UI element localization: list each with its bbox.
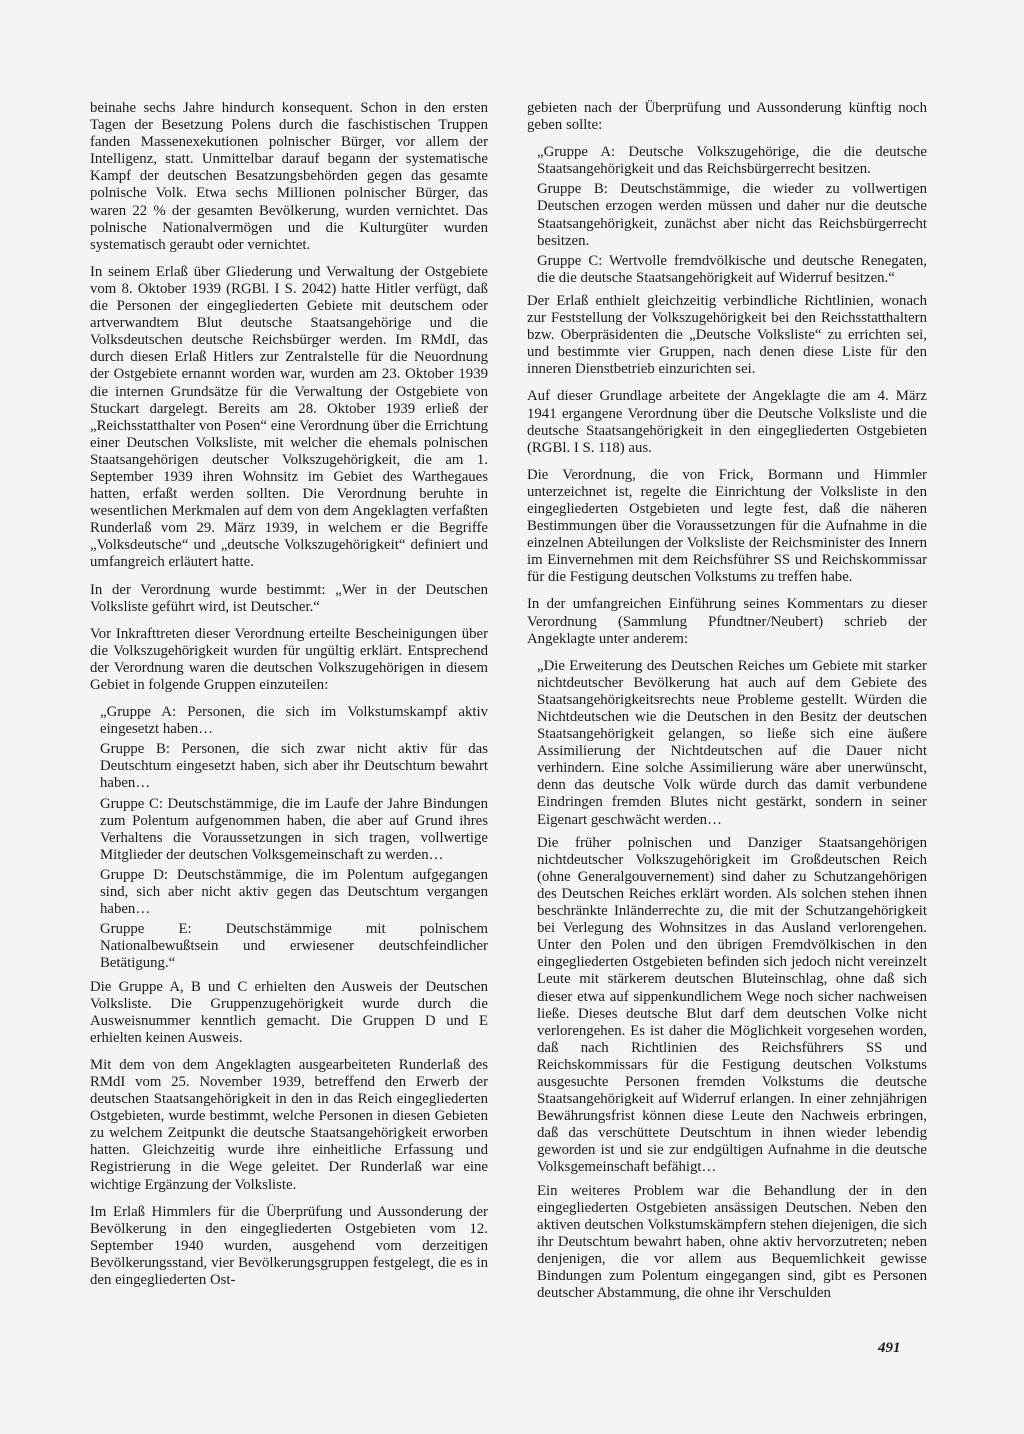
paragraph: Auf dieser Grundlage arbeitete der Angeklagte die am 4. März 1941 ergangene Verordnung über die Deutsche Volksliste und die deutsche Staatsangehörigkeit in den eingegliederten Ostgebieten (RGBl. I S. 118) aus. <box>527 388 927 456</box>
quote-item: Ein weiteres Problem war die Behandlung der in den eingegliederten Ostgebieten ansässigen Deutschen. Neben den aktiven deutschen Volkstumskämpfern stehen diejenigen, die sich ihr Deutschtum bewahrt haben, ohne aktiv hervorzutreten; neben denjenigen, die vor allem aus Bequemlichkeit gewisse Bindungen zum Polentum eingegangen sind, gibt es Personen deutscher Abstammung, die ohne ihr Verschulden <box>537 1182 927 1302</box>
paragraph: In der Verordnung wurde bestimmt: „Wer in der Deutschen Volksliste geführt wird, ist Deutscher.“ <box>90 581 488 615</box>
paragraph: Die Gruppe A, B und C erhielten den Ausweis der Deutschen Volksliste. Die Gruppenzugehörigkeit wurde durch die Ausweisnummer kenntlich gemacht. Die Gruppen D und E erhielten keinen Ausweis. <box>90 978 488 1046</box>
paragraph: gebieten nach der Überprüfung und Aussonderung künftig noch geben sollte: <box>527 100 927 134</box>
paragraph: Mit dem von dem Angeklagten ausgearbeiteten Runderlaß des RMdI vom 25. November 1939, betreffend den Erwerb der deutschen Staatsangehörigkeit in den in das Reich eingegliederten Ostgebieten, wurde bestimmt, welche Personen in diesen Gebieten zu welchem Zeitpunkt die deutsche Staatsangehörigkeit erworben hatten. Gleichzeitig wurde ihre einheitliche Erfassung und Registrierung in die Wege geleitet. Der Runderlaß war eine wichtige Ergänzung der Volksliste. <box>90 1056 488 1193</box>
group-list-quote <box>90 704 488 972</box>
quote-item: Gruppe D: Deutschstämmige, die im Polentum aufgegangen sind, sich aber nicht aktiv gegen das Deutschtum vergangen haben… <box>100 866 488 918</box>
paragraph: Vor Inkrafttreten dieser Verordnung erteilte Bescheinigungen über die Volkszugehörigkeit wurden für ungültig erklärt. Entsprechend der Verordnung waren die deutschen Volkszugehörigen in diesem Gebiet in folgende Gruppen einzuteilen: <box>90 625 488 693</box>
commentary-quote <box>527 658 927 1302</box>
paragraph: Die Verordnung, die von Frick, Bormann und Himmler unterzeichnet ist, regelte die Einrichtung der Volksliste in den eingegliederten Ostgebieten und legte fest, daß die näheren Bestimmungen über die Voraussetzungen für die Aufnahme in die einzelnen Abteilungen der Volksliste der Reichsminister des Innern im Einvernehmen mit dem Reichsführer SS und Reichskommissar für die Festigung deutschen Volkstums zu treffen habe. <box>527 466 927 586</box>
quote-item: Gruppe C: Wertvolle fremdvölkische und deutsche Renegaten, die die deutsche Staatsangehörigkeit auf Widerruf besitzen.“ <box>537 252 927 286</box>
quote-item: Gruppe C: Deutschstämmige, die im Laufe der Jahre Bindungen zum Polentum aufgenommen haben, die aber auf Grund ihres Verhaltens die Voraussetzungen in sich tragen, vollwertige Mitglieder der deutschen Volksgemeinschaft zu werden… <box>100 795 488 863</box>
quote-item: „Gruppe A: Deutsche Volkszugehörige, die die deutsche Staatsangehörigkeit und das Reichsbürgerrecht besitzen. <box>537 144 927 178</box>
page-number: 491 <box>878 1340 901 1356</box>
right-column <box>527 100 927 1308</box>
quote-item: Gruppe E: Deutschstämmige mit polnischem Nationalbewußtsein und erwiesener deutschfeindlicher Betätigung.“ <box>100 921 488 972</box>
paragraph: In seinem Erlaß über Gliederung und Verwaltung der Ostgebiete vom 8. Oktober 1939 (RGBl. I S. 2042) hatte Hitler verfügt, daß die Personen der eingegliederten Gebiete mit deutschem oder artverwandtem Blut deutsche Staatsangehörige und die Volksdeutschen deutsche Reichsbürger werden. Im RMdI, das durch diesen Erlaß Hitlers zur Zentralstelle für die Neuordnung der Ostgebiete ernannt worden war, wurden am 23. Oktober 1939 die internen Grundsätze für die Verwaltung der Ostgebiete von Stuckart dargelegt. Bereits am 28. Oktober 1939 erließ der „Reichsstatthalter von Posen“ eine Verordnung über die Errichtung einer Deutschen Volksliste, mit welcher die ehemals polnischen Staatsangehörigen deutscher Volkszugehörigkeit, die am 1. September 1939 ihren Wohnsitz im Gebiet des Warthegaues hatten, erfaßt werden sollten. Die Verordnung beruhte in wesentlichen Merkmalen auf dem von dem Angeklagten verfaßten Runderlaß vom 29. März 1939, in welchem er die Begriffe „Volksdeutsche“ und „deutsche Volkszugehörigkeit“ definiert und umfangreich erläutert hatte. <box>90 263 488 571</box>
quote-item: Die früher polnischen und Danziger Staatsangehörigen nichtdeutscher Volkszugehörigkeit im Großdeutschen Reich (ohne Generalgouvernement) sind daher zu Schutzangehörigen des Deutschen Reiches erklärt worden. Als solchen stehen ihnen beschränkte Inländerrechte zu, die mit der Schutzangehörigkeit bei Verlegung des Wohnsitzes in das Ausland verlorengehen. Unter den Polen und den übrigen Fremdvölkischen in den eingegliederten Ostgebieten befinden sich jedoch nicht vereinzelt Leute mit stärkerem deutschen Bluteinschlag, ohne daß sich dieser etwa auf sippenkundlichem Wege noch sicher nachweisen ließe. Dieses deutsche Blut darf dem deutschen Volke nicht verlorengehen. Es ist daher die Möglichkeit vorgesehen worden, daß nach Richtlinien des Reichsführers SS und Reichskommissars für die Festigung deutschen Volkstums ausgesuchte Personen fremden Volkstums die deutsche Staatsangehörigkeit auf Widerruf erlangen. In einer zehnjährigen Bewährungsfrist können diese Leute den Nachweis erbringen, daß das verschüttete Deutschtum in ihnen wieder lebendig geworden ist und sie zur endgültigen Aufnahme in die deutsche Volksgemeinschaft befähigt… <box>537 834 927 1176</box>
paragraph: beinahe sechs Jahre hindurch konsequent. Schon in den ersten Tagen der Besetzung Polens durch die faschistischen Truppen fanden Massenexekutionen polnischer Bürger, vor allem der Intelligenz, statt. Unmittelbar darauf begann der systematische Kampf der deutschen Besatzungsbehörden gegen das gesamte polnische Volk. Etwa sechs Millionen polnischer Bürger, das waren 22 % der gesamten Bevölkerung, wurden vernichtet. Das polnische Nationalvermögen und die Kulturgüter wurden systematisch geraubt oder vernichtet. <box>90 100 488 253</box>
quote-item: „Die Erweiterung des Deutschen Reiches um Gebiete mit starker nichtdeutscher Bevölkerung hat auch auf dem Gebiete des Staatsangehörigkeitsrechts neue Probleme gestellt. Würden die Nichtdeutschen wie die Deutschen in den Besitz der deutschen Staatsangehörigkeit gelangen, so ließe sich eine äußere Assimilierung der Nichtdeutschen auf die Dauer nicht verhindern. Eine solche Assimilierung wäre aber unerwünscht, denn das deutsche Volk würde durch das damit verbundene Eindringen fremden Blutes nicht gestärkt, sondern in seiner Eigenart geschwächt werden… <box>537 657 927 828</box>
quote-item: Gruppe B: Personen, die sich zwar nicht aktiv für das Deutschtum eingesetzt haben, sich aber ihr Deutschtum bewahrt haben… <box>100 741 488 792</box>
paragraph: Der Erlaß enthielt gleichzeitig verbindliche Richtlinien, wonach zur Feststellung der Volkszugehörigkeit bei den Reichsstatthaltern bzw. Oberpräsidenten die „Deutsche Volksliste“ zu errichten sei, und bestimmte vier Gruppen, nach denen diese Liste für den inneren Dienstbetrieb einzurichten sei. <box>527 292 927 378</box>
paragraph: In der umfangreichen Einführung seines Kommentars zu dieser Verordnung (Sammlung Pfundtner/Neubert) schrieb der Angeklagte unter anderem: <box>527 596 927 647</box>
quote-item: „Gruppe A: Personen, die sich im Volkstumskampf aktiv eingesetzt haben… <box>100 704 488 738</box>
paragraph: Im Erlaß Himmlers für die Überprüfung und Aussonderung der Bevölkerung in den eingegliederten Ostgebieten vom 12. September 1940 wurden, ausgehend vom derzeitigen Bevölkerungsstand, vier Bevölkerungsgruppen festgelegt, die es in den eingegliederten Ost- <box>90 1203 488 1288</box>
left-column <box>90 100 488 1299</box>
group-list-quote <box>527 144 927 287</box>
quote-item: Gruppe B: Deutschstämmige, die wieder zu vollwertigen Deutschen erzogen werden müssen und daher nur die deutsche Staatsangehörigkeit, zunächst aber nicht das Reichsbürgerrecht besitzen. <box>537 181 927 249</box>
